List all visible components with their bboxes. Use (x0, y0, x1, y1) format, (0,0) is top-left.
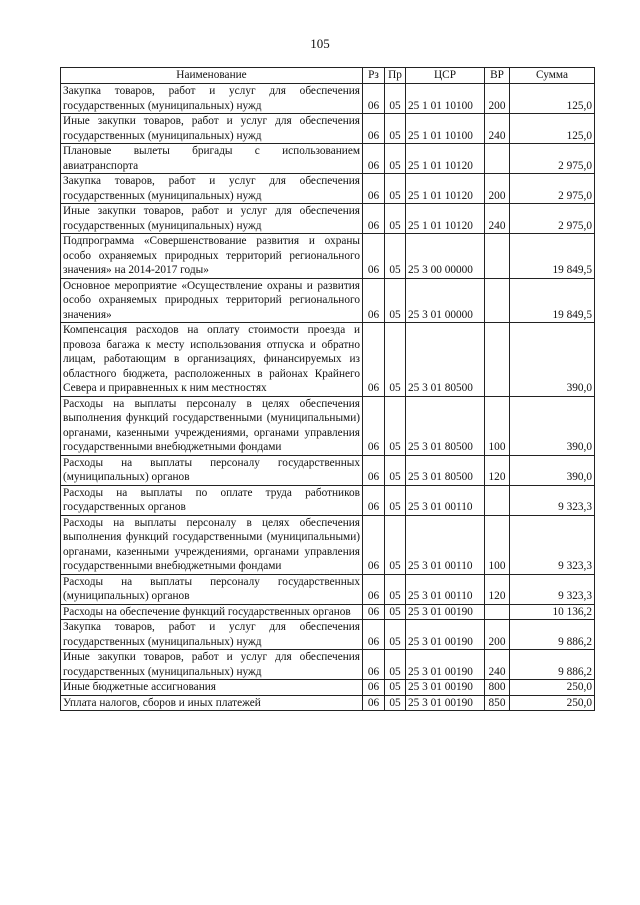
cell-sum: 2 975,0 (510, 174, 595, 204)
table-row (61, 278, 595, 323)
header-pr: Пр (385, 68, 406, 84)
cell-name: Расходы на выплаты персоналу в целях обеспечения выполнения функций государственными (муниципальными) органами, казенными учреждениями, органами управления государственными внебюджетными фондами (61, 515, 363, 574)
cell-rz: 06 (363, 620, 385, 650)
cell-sum: 125,0 (510, 84, 595, 114)
cell-csr: 25 3 01 00110 (406, 574, 485, 604)
cell-rz: 06 (363, 515, 385, 574)
cell-csr: 25 3 01 00190 (406, 620, 485, 650)
cell-name: Закупка товаров, работ и услуг для обеспечения государственных (муниципальных) нужд (61, 174, 363, 204)
cell-csr: 25 3 01 00110 (406, 485, 485, 515)
cell-rz: 06 (363, 695, 385, 711)
cell-name: Компенсация расходов на оплату стоимости проезда и провоза багажа к месту использования отпуска и обратно лицам, работающим в организациях, финансируемых из областного бюджета, расположенных в районах Крайнего Севера и приравненных к ним местностях (61, 323, 363, 397)
cell-rz: 06 (363, 574, 385, 604)
cell-name: Подпрограмма «Совершенствование развития и охраны особо охраняемых природных территорий регионального значения» на 2014-2017 годы» (61, 234, 363, 279)
cell-name: Расходы на выплаты персоналу в целях обеспечения выполнения функций государственными (муниципальными) органами, казенными учреждениями, органами управления государственными внебюджетными фондами (61, 396, 363, 455)
cell-rz: 06 (363, 485, 385, 515)
cell-pr: 05 (385, 695, 406, 711)
cell-vr: 100 (485, 396, 510, 455)
cell-pr: 05 (385, 574, 406, 604)
table-row (61, 574, 595, 604)
cell-sum: 390,0 (510, 396, 595, 455)
cell-sum: 9 323,3 (510, 485, 595, 515)
cell-name: Закупка товаров, работ и услуг для обеспечения государственных (муниципальных) нужд (61, 620, 363, 650)
cell-vr (485, 485, 510, 515)
cell-pr: 05 (385, 174, 406, 204)
table-row (61, 144, 595, 174)
cell-pr: 05 (385, 604, 406, 620)
cell-name: Основное мероприятие «Осуществление охраны и развития особо охраняемых природных территорий регионального значения» (61, 278, 363, 323)
cell-sum: 19 849,5 (510, 278, 595, 323)
cell-vr: 120 (485, 455, 510, 485)
cell-csr: 25 3 01 00110 (406, 515, 485, 574)
cell-sum: 390,0 (510, 455, 595, 485)
cell-vr (485, 278, 510, 323)
cell-rz: 06 (363, 323, 385, 397)
cell-sum: 250,0 (510, 680, 595, 696)
table-row (61, 84, 595, 114)
cell-csr: 25 1 01 10120 (406, 204, 485, 234)
header-csr: ЦСР (406, 68, 485, 84)
cell-rz: 06 (363, 278, 385, 323)
cell-csr: 25 1 01 10100 (406, 114, 485, 144)
cell-vr: 240 (485, 650, 510, 680)
table-row (61, 485, 595, 515)
cell-pr: 05 (385, 323, 406, 397)
cell-rz: 06 (363, 114, 385, 144)
cell-rz: 06 (363, 234, 385, 279)
cell-sum: 390,0 (510, 323, 595, 397)
cell-csr: 25 3 01 00190 (406, 680, 485, 696)
cell-sum: 9 323,3 (510, 574, 595, 604)
cell-sum: 125,0 (510, 114, 595, 144)
table-row (61, 650, 595, 680)
table-row (61, 114, 595, 144)
cell-sum: 19 849,5 (510, 234, 595, 279)
cell-pr: 05 (385, 234, 406, 279)
cell-csr: 25 1 01 10120 (406, 144, 485, 174)
cell-vr: 240 (485, 204, 510, 234)
cell-pr: 05 (385, 84, 406, 114)
cell-csr: 25 3 00 00000 (406, 234, 485, 279)
cell-name: Закупка товаров, работ и услуг для обеспечения государственных (муниципальных) нужд (61, 84, 363, 114)
cell-rz: 06 (363, 144, 385, 174)
header-rz: Рз (363, 68, 385, 84)
table-row (61, 234, 595, 279)
cell-vr (485, 144, 510, 174)
table-row (61, 620, 595, 650)
cell-csr: 25 3 01 00000 (406, 278, 485, 323)
cell-pr: 05 (385, 620, 406, 650)
cell-name: Иные закупки товаров, работ и услуг для обеспечения государственных (муниципальных) нужд (61, 114, 363, 144)
cell-vr: 120 (485, 574, 510, 604)
cell-csr: 25 3 01 80500 (406, 323, 485, 397)
cell-sum: 2 975,0 (510, 204, 595, 234)
cell-pr: 05 (385, 278, 406, 323)
cell-vr: 200 (485, 174, 510, 204)
cell-pr: 05 (385, 515, 406, 574)
cell-rz: 06 (363, 455, 385, 485)
table-row (61, 515, 595, 574)
cell-csr: 25 3 01 80500 (406, 396, 485, 455)
budget-table (60, 67, 595, 711)
cell-csr: 25 1 01 10100 (406, 84, 485, 114)
table-row (61, 323, 595, 397)
cell-csr: 25 3 01 00190 (406, 604, 485, 620)
cell-name: Расходы на выплаты по оплате труда работников государственных органов (61, 485, 363, 515)
cell-vr: 240 (485, 114, 510, 144)
cell-rz: 06 (363, 204, 385, 234)
cell-vr: 200 (485, 84, 510, 114)
cell-pr: 05 (385, 114, 406, 144)
cell-vr: 800 (485, 680, 510, 696)
cell-pr: 05 (385, 485, 406, 515)
cell-rz: 06 (363, 84, 385, 114)
cell-pr: 05 (385, 396, 406, 455)
table-body (61, 84, 595, 711)
cell-name: Плановые вылеты бригады с использованием авиатранспорта (61, 144, 363, 174)
cell-name: Расходы на выплаты персоналу государственных (муниципальных) органов (61, 455, 363, 485)
cell-pr: 05 (385, 144, 406, 174)
cell-name: Расходы на обеспечение функций государственных органов (61, 604, 363, 620)
cell-name: Иные закупки товаров, работ и услуг для обеспечения государственных (муниципальных) нужд (61, 204, 363, 234)
cell-rz: 06 (363, 604, 385, 620)
cell-vr (485, 234, 510, 279)
cell-vr (485, 604, 510, 620)
table-header-row (61, 68, 595, 84)
cell-csr: 25 1 01 10120 (406, 174, 485, 204)
cell-vr: 100 (485, 515, 510, 574)
cell-rz: 06 (363, 650, 385, 680)
page-number: 105 (310, 36, 330, 51)
table-row (61, 396, 595, 455)
cell-name: Иные закупки товаров, работ и услуг для обеспечения государственных (муниципальных) нужд (61, 650, 363, 680)
cell-vr: 850 (485, 695, 510, 711)
cell-name: Расходы на выплаты персоналу государственных (муниципальных) органов (61, 574, 363, 604)
cell-csr: 25 3 01 00190 (406, 650, 485, 680)
cell-pr: 05 (385, 680, 406, 696)
header-sum: Сумма (510, 68, 595, 84)
cell-csr: 25 3 01 00190 (406, 695, 485, 711)
cell-sum: 10 136,2 (510, 604, 595, 620)
table-row (61, 680, 595, 696)
table-row (61, 455, 595, 485)
header-vr: ВР (485, 68, 510, 84)
header-name: Наименование (61, 68, 363, 84)
cell-sum: 9 886,2 (510, 620, 595, 650)
cell-vr: 200 (485, 620, 510, 650)
cell-sum: 250,0 (510, 695, 595, 711)
table-row (61, 174, 595, 204)
cell-pr: 05 (385, 204, 406, 234)
table-row (61, 604, 595, 620)
cell-rz: 06 (363, 396, 385, 455)
cell-sum: 2 975,0 (510, 144, 595, 174)
cell-pr: 05 (385, 650, 406, 680)
table-row (61, 695, 595, 711)
table-row (61, 204, 595, 234)
cell-csr: 25 3 01 80500 (406, 455, 485, 485)
cell-vr (485, 323, 510, 397)
cell-pr: 05 (385, 455, 406, 485)
cell-sum: 9 323,3 (510, 515, 595, 574)
cell-rz: 06 (363, 680, 385, 696)
cell-name: Уплата налогов, сборов и иных платежей (61, 695, 363, 711)
cell-name: Иные бюджетные ассигнования (61, 680, 363, 696)
cell-rz: 06 (363, 174, 385, 204)
cell-sum: 9 886,2 (510, 650, 595, 680)
